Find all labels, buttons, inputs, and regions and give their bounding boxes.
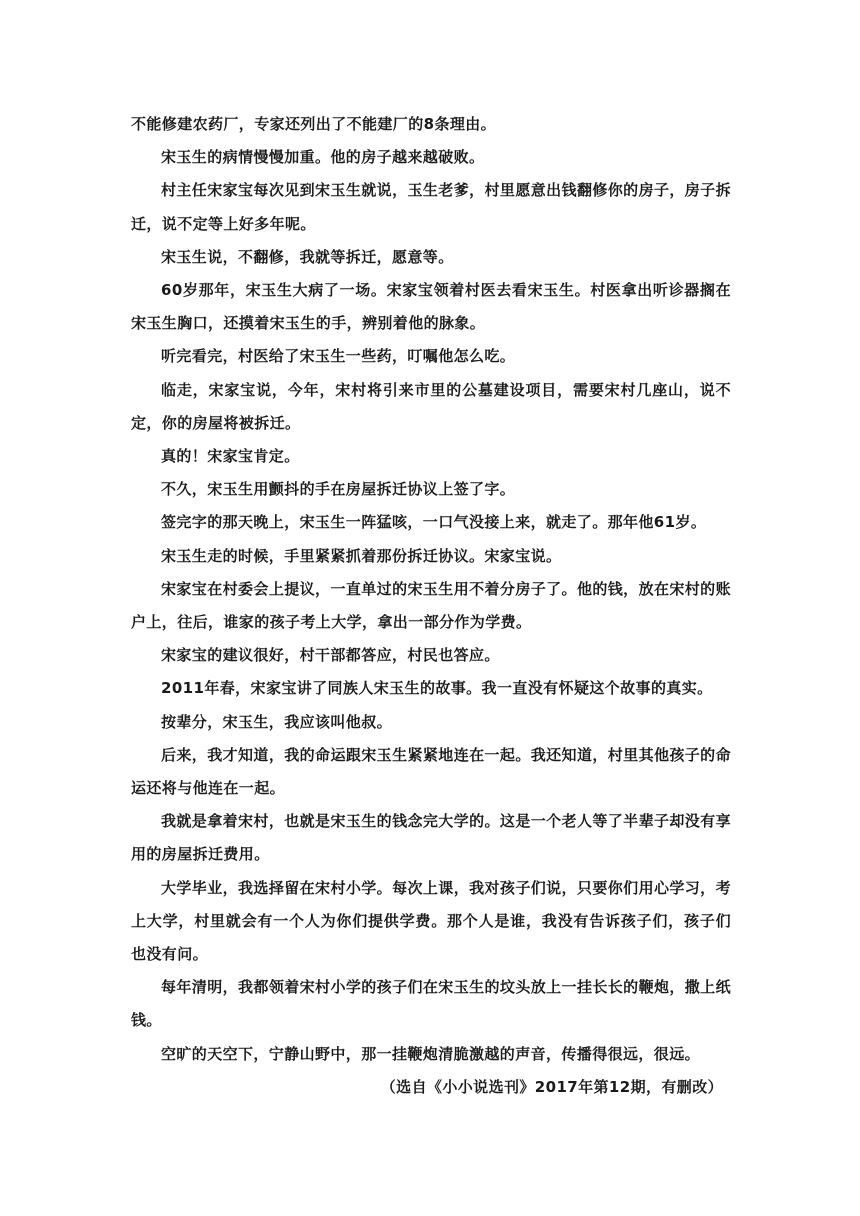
paragraph: 宋玉生的病情慢慢加重。他的房子越来越破败。 <box>161 148 485 167</box>
paragraph: 不久，宋玉生用颤抖的手在房屋拆迁协议上签了字。 <box>161 480 516 499</box>
paragraph: 每年清明，我都领着宋村小学的孩子们在宋玉生的坟头放上一挂长长的鞭炮，撒上纸钱。 <box>131 978 731 1030</box>
continuation-line: 不能修建农药厂，专家还列出了不能建厂的8条理由。 <box>131 115 497 133</box>
paragraph: 宋玉生走的时候，手里紧紧抓着那份拆迁协议。宋家宝说。 <box>161 546 562 565</box>
paragraph: 听完看完，村医给了宋玉生一些药，叮嘱他怎么吃。 <box>161 347 516 366</box>
paragraph: 后来，我才知道，我的命运跟宋玉生紧紧地连在一起。我还知道，村里其他孩子的命运还将与他连在一起。 <box>131 745 731 798</box>
paragraph: 宋玉生说，不翻修，我就等拆迁，愿意等。 <box>161 247 454 266</box>
paragraph: 临走，宋家宝说，今年，宋村将引来市里的公墓建设项目，需要宋村几座山，说不定，你的房屋将被拆迁。 <box>131 380 731 432</box>
paragraph: 我就是拿着宋村，也就是宋玉生的钱念完大学的。这是一个老人等了半辈子却没有享用的房屋拆迁费用。 <box>131 812 731 864</box>
paragraph: 村主任宋家宝每次见到宋玉生就说，玉生老爹，村里愿意出钱翻修你的房子，房子拆迁，说不定等上好多年呢。 <box>131 181 731 233</box>
paragraph: 宋家宝的建议很好，村干部都答应，村民也答应。 <box>161 646 500 665</box>
paragraph: 2011年春，宋家宝讲了同族人宋玉生的故事。我一直没有怀疑这个故事的真实。 <box>161 679 713 698</box>
paragraph: 大学毕业，我选择留在宋村小学。每次上课，我对孩子们说，只要你们用心学习，考上大学，村里就会有一个人为你们提供学费。那个人是谁，我没有告诉孩子们，孩子们也没有问。 <box>131 878 731 964</box>
paragraph: 签完字的那天晚上，宋玉生一阵猛咳，一口气没接上来，就走了。那年他61岁。 <box>161 513 707 532</box>
paragraph: 60岁那年，宋玉生大病了一场。宋家宝领着村医去看宋玉生。村医拿出听诊器搁在宋玉生胸口，还摸着宋玉生的手，辨别着他的脉象。 <box>131 281 731 333</box>
source-citation: （选自《小小说选刊》2017年第12期，有删改） <box>380 1077 723 1096</box>
paragraph: 按辈分，宋玉生，我应该叫他叔。 <box>161 712 393 731</box>
paragraph: 空旷的天空下，宁静山野中，那一挂鞭炮清脆激越的声音，传播得很远，很远。 <box>161 1044 701 1063</box>
paragraph: 宋家宝在村委会上提议，一直单过的宋玉生用不着分房子了。他的钱，放在宋村的账户上，往后，谁家的孩子考上大学，拿出一部分作为学费。 <box>131 579 731 632</box>
paragraph: 真的！宋家宝肯定。 <box>161 447 300 466</box>
article-body <box>131 108 731 1104</box>
